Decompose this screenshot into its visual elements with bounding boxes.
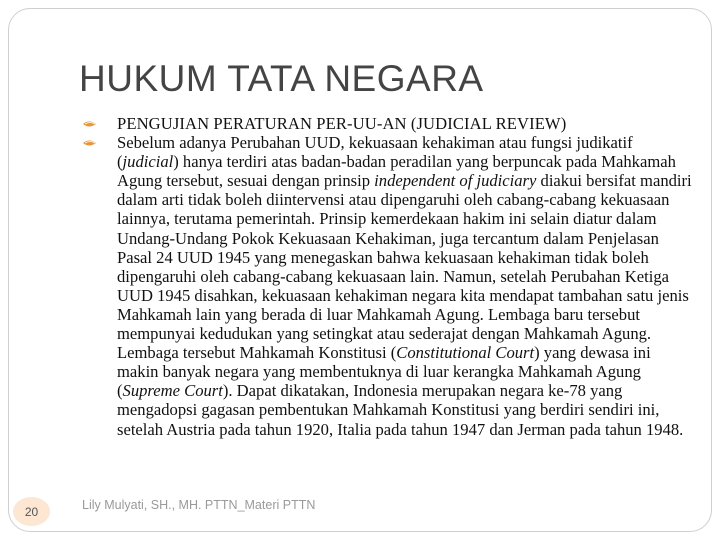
page-number: 20 <box>24 504 39 519</box>
bullet-body-text <box>117 133 692 438</box>
body-segment-italic: Supreme Court <box>122 381 223 401</box>
slide-footer: Lily Mulyati, SH., MH. PTTN_Materi PTTN <box>82 498 316 512</box>
bullet-item-body <box>82 133 694 439</box>
orange-arrow-bullet-icon <box>82 119 97 129</box>
body-segment: ) hanya terdiri atas badan-badan peradilan yang berpuncak pada Mahkamah Agung tersebut, sesuai dengan prinsip <box>117 152 676 191</box>
body-segment: Sebelum adanya Perubahan UUD, kekuasaan kehakiman atau fungsi judikatif ( <box>117 133 633 172</box>
bullet-item-heading <box>82 114 694 133</box>
bullet-heading-text: PENGUJIAN PERATURAN PER-UU-AN (JUDICIAL REVIEW) <box>117 114 567 133</box>
body-segment: ). Dapat dikatakan, Indonesia merupakan negara ke-78 yang mengadopsi gagasan pembentukan Mahkamah Konstitusi yang berdiri sendiri ini, setelah Austria pada tahun 1920, Italia pada tahun 1947 dan Jerman pada tahun 1948. <box>117 381 684 439</box>
body-segment-italic: independent of judiciary <box>374 171 537 191</box>
slide-title: HUKUM TATA NEGARA <box>79 58 484 99</box>
body-segment: diakui bersifat mandiri dalam arti tidak boleh diintervensi atau dipengaruhi oleh cabang-cabang kekuasaan lainnya, terutama pemerintah. Prinsip kemerdekaan hakim ini selain diatur dalam Undang-Undang Pokok Kekuasaan Kehakiman, juga tercantum dalam Penjelasan Pasal 24 UUD 1945 yang menegaskan bahwa kekuasaan kehakiman tidak boleh dipengaruhi oleh cabang-cabang kekuasaan lain. Namun, setelah Perubahan Ketiga UUD 1945 disahkan, kekuasaan kehakiman negara kita mendapat tambahan satu jenis Mahkamah lain yang berada di luar Mahkamah Agung. Lembaga baru tersebut mempunyai kedudukan yang setingkat atau sederajat dengan Mahkamah Agung. Lembaga tersebut Mahkamah Konstitusi ( <box>117 171 692 363</box>
bullet-list <box>82 114 694 439</box>
page-number-badge <box>13 497 50 526</box>
body-segment-italic: Constitutional Court <box>396 343 535 363</box>
body-segment: ) yang dewasa ini makin banyak negara yang membentuknya di luar kerangka Mahkamah Agung ( <box>117 343 651 401</box>
body-segment-italic: judicial <box>122 152 174 172</box>
orange-arrow-bullet-icon <box>82 138 97 148</box>
